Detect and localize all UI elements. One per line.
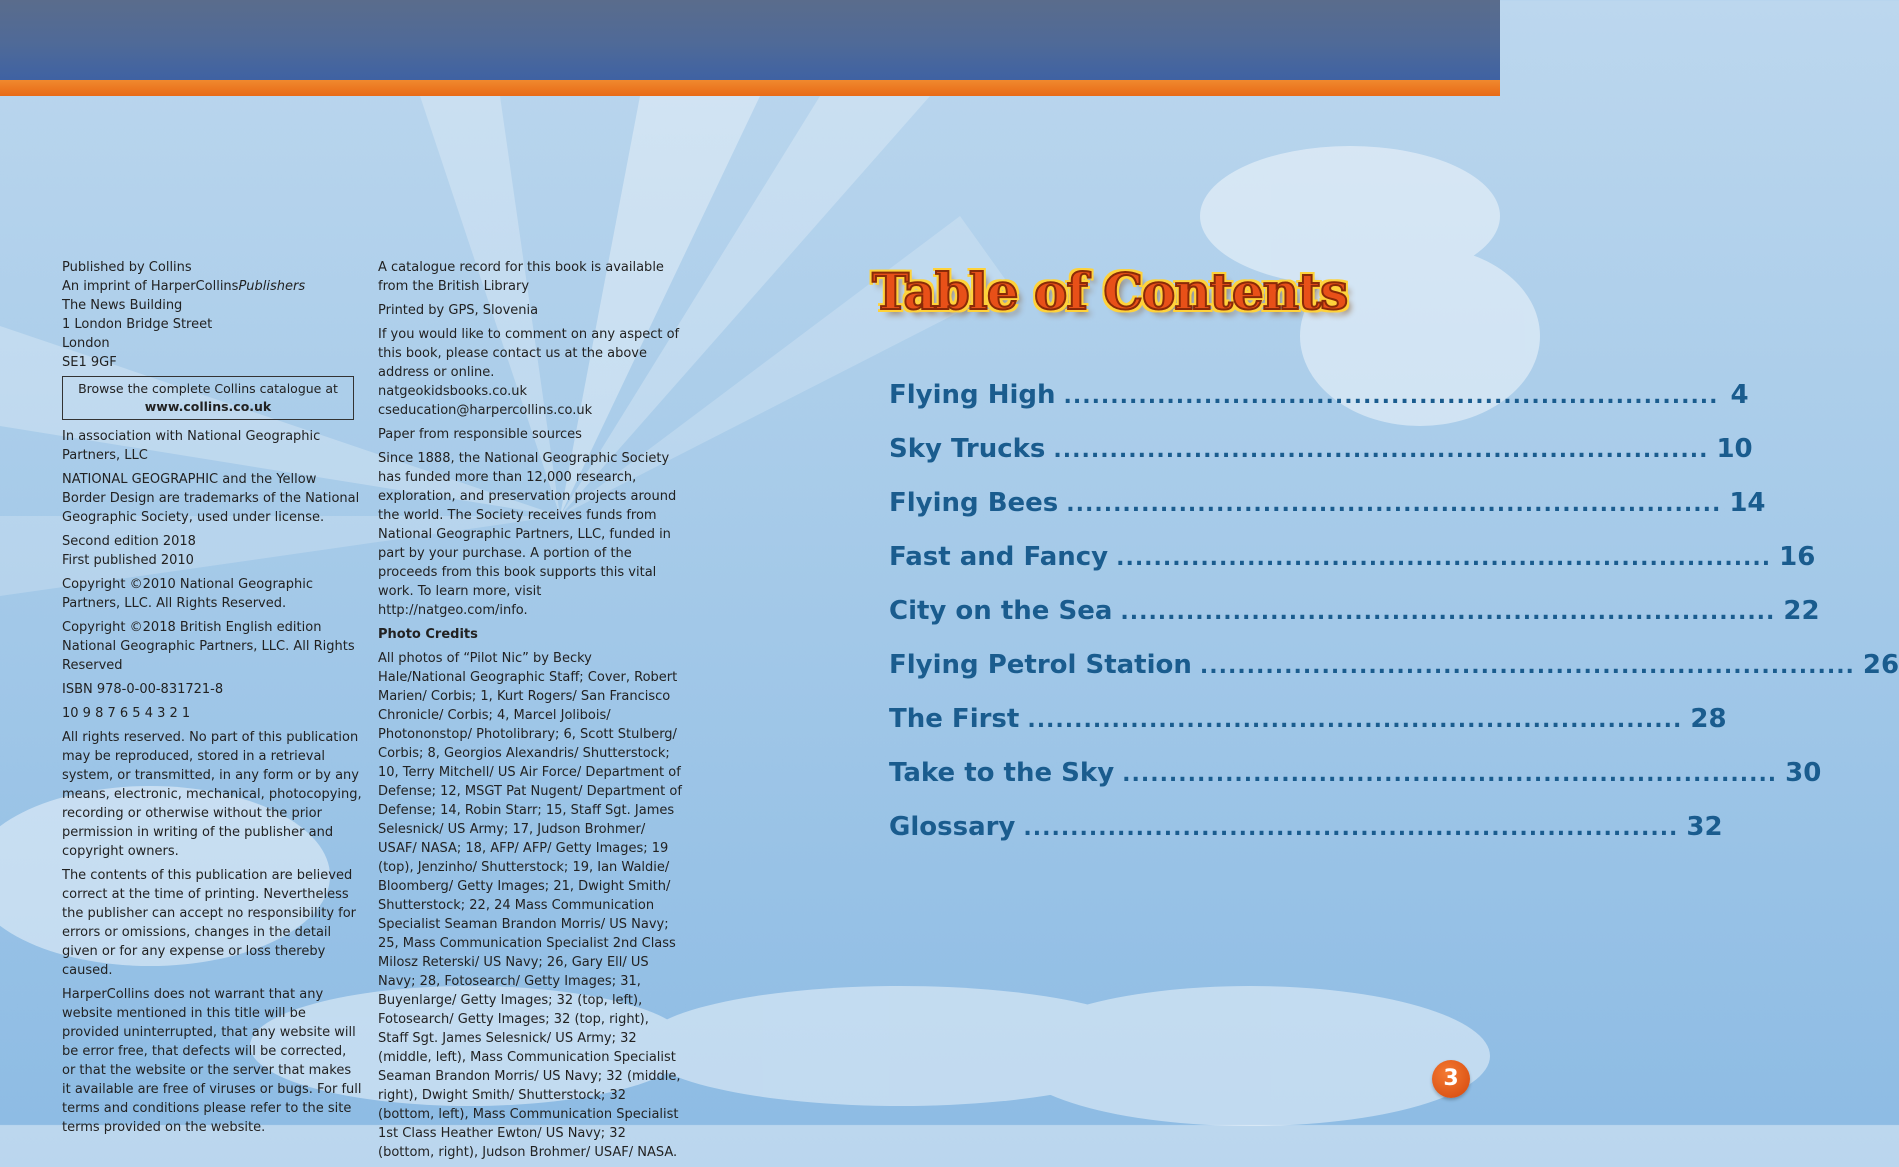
imprint-line: An imprint of HarperCollinsPublishers — [62, 279, 306, 294]
toc-leader: ...................................................................... — [1120, 600, 1776, 625]
copyright-text: Copyright ©2018 British English edition National Geographic Partners, LLC. All Rights Reserved — [62, 620, 355, 673]
browse-text: Browse the complete Collins catalogue at — [78, 381, 338, 396]
toc-entry-page: 10 — [1716, 434, 1753, 464]
toc-leader: ...................................................................... — [1023, 816, 1679, 841]
toc-entry[interactable] — [889, 650, 1899, 704]
association-text: In association with National Geographic Partners, LLC — [62, 429, 321, 463]
toc-leader: ...................................................................... — [1066, 492, 1722, 517]
toc-entry-page: 16 — [1779, 542, 1816, 572]
toc-leader: ...................................................................... — [1116, 546, 1772, 571]
contact-email-link[interactable]: cseducation@harpercollins.co.uk — [378, 403, 593, 418]
toc-entry[interactable] — [889, 380, 1749, 434]
toc-entry-page: 30 — [1785, 758, 1822, 788]
toc-entry-title: The First — [889, 704, 1020, 734]
toc-entry[interactable] — [889, 812, 1723, 866]
toc-leader: ...................................................................... — [1063, 384, 1719, 409]
printing-line: 10 9 8 7 6 5 4 3 2 1 — [62, 706, 191, 721]
toc-entry[interactable] — [889, 488, 1766, 542]
copyright-text: Copyright ©2010 National Geographic Partners, LLC. All Rights Reserved. — [62, 577, 314, 611]
toc-entry[interactable] — [889, 434, 1753, 488]
contents-disclaimer: The contents of this publication are believed correct at the time of printing. Nevertheless the publisher can accept no responsibility for errors or omissions, changes in the detail given or for any expense or loss thereby caused. — [62, 868, 357, 978]
toc-entry-page: 4 — [1730, 380, 1749, 410]
toc-heading: Table of Contents — [872, 262, 1348, 321]
top-banner — [0, 0, 1500, 80]
toc-entry-page: 32 — [1686, 812, 1723, 842]
toc-entry[interactable] — [889, 596, 1820, 650]
address-line: 1 London Bridge Street — [62, 317, 213, 332]
toc-entry-title: City on the Sea — [889, 596, 1113, 626]
catalogue-browse-box — [62, 376, 354, 420]
collins-url-link[interactable]: www.collins.co.uk — [144, 399, 272, 414]
catalogue-column — [378, 258, 683, 1167]
toc-entry[interactable] — [889, 758, 1822, 812]
toc-entry-title: Flying Petrol Station — [889, 650, 1192, 680]
toc-entry-title: Flying High — [889, 380, 1056, 410]
address-line: SE1 9GF — [62, 355, 117, 370]
photo-credits-text: All photos of “Pilot Nic” by Becky Hale/National Geographic Staff; Cover, Robert Marien/ Corbis; 1, Kurt Rogers/ San Francisco Chronicle/ Corbis; 4, Marcel Jolibois/ Photononstop/ Photolibrary; 6, Scott Stulberg/ Corbis; 8, Georgios Alexandris/ Shutterstock; 10, Terry Mitchell/ US Air Force/ Department of Defense; 12, MSGT Pat Nugent/ Department of Defense; 14, Robin Starr; 15, Staff Sgt. James Selesnick/ US Army; 17, Judson Brohmer/ USAF/ NASA; 18, AFP/ AFP/ Getty Images; 19 (top), Jenzinho/ Shutterstock; 19, Ian Waldie/ Bloomberg/ Getty Images; 21, Dwight Smith/ Shutterstock; 22, 24 Mass Communication Specialist Seaman Brandon Morris/ US Navy; 25, Mass Communication Specialist 2nd Class Milosz Reterski/ US Navy; 26, Gary Ell/ US Navy; 28, Fotosearch/ Getty Images; 31, Buyenlarge/ Getty Images; 32 (top, left), Fotosearch/ Getty Images; 32 (top, right), Staff Sgt. James Selesnick/ US Army; 32 (middle, left), Mass Communication Specialist Seaman Brandon Morris/ US Navy; 32 (middle, right), Dwight Smith/ Shutterstock; 32 (bottom, left), Mass Communication Specialist 1st Class Heather Ewton/ US Navy; 32 (bottom, right), Judson Brohmer/ USAF/ NASA. — [378, 651, 682, 1160]
toc-entry-title: Sky Trucks — [889, 434, 1046, 464]
toc-entry-title: Glossary — [889, 812, 1016, 842]
page-number-badge: 3 — [1432, 1060, 1470, 1098]
printer-text: Printed by GPS, Slovenia — [378, 303, 539, 318]
orange-stripe — [0, 80, 1500, 96]
toc-entry-title: Fast and Fancy — [889, 542, 1109, 572]
toc-entry-title: Flying Bees — [889, 488, 1059, 518]
address-line: The News Building — [62, 298, 183, 313]
address-line: London — [62, 336, 110, 351]
catalogue-record-text: A catalogue record for this book is available from the British Library — [378, 260, 664, 294]
imprint-column — [62, 258, 362, 1142]
website-disclaimer: HarperCollins does not warrant that any website mentioned in this title will be provided uninterrupted, that any website will be error free, that defects will be corrected, or that the website or the server that makes it available are free of viruses or bugs. For full terms and conditions please refer to the site terms provided on the website. — [62, 987, 362, 1135]
rights-text: All rights reserved. No part of this publication may be reproduced, stored in a retrieval system, or transmitted, in any form or by any means, electronic, mechanical, photocopying, recording or otherwise without the prior permission in writing of the publisher and copyright owners. — [62, 730, 362, 859]
society-text: Since 1888, the National Geographic Society has funded more than 12,000 research, exploration, and preservation projects around the world. The Society receives funds from National Geographic Partners, LLC, funded in part by your purchase. A portion of the proceeds from this book supports this vital work. To learn more, visit http://natgeo.com/info. — [378, 451, 677, 618]
toc-entry-page: 14 — [1729, 488, 1766, 518]
photo-credits-heading: Photo Credits — [378, 627, 478, 642]
address-line: Published by Collins — [62, 260, 192, 275]
editions-text: Second edition 2018 First published 2010 — [62, 534, 196, 568]
toc-leader: ...................................................................... — [1122, 762, 1778, 787]
toc-entry-page: 22 — [1783, 596, 1820, 626]
toc-list — [889, 380, 1899, 866]
trademark-text: NATIONAL GEOGRAPHIC and the Yellow Border Design are trademarks of the National Geographic Society, used under license. — [62, 472, 360, 525]
toc-entry-page: 28 — [1690, 704, 1727, 734]
toc-entry[interactable] — [889, 542, 1816, 596]
toc-entry-page: 26 — [1862, 650, 1899, 680]
toc-entry[interactable] — [889, 704, 1727, 758]
isbn-text: ISBN 978-0-00-831721-8 — [62, 682, 224, 697]
comment-text: If you would like to comment on any aspect of this book, please contact us at the above address or online. — [378, 327, 680, 380]
toc-leader: ...................................................................... — [1199, 654, 1855, 679]
toc-leader: ...................................................................... — [1027, 708, 1683, 733]
toc-leader: ...................................................................... — [1053, 438, 1709, 463]
paper-source-text: Paper from responsible sources — [378, 427, 582, 442]
contact-link[interactable]: natgeokidsbooks.co.uk — [378, 384, 528, 399]
toc-entry-title: Take to the Sky — [889, 758, 1115, 788]
